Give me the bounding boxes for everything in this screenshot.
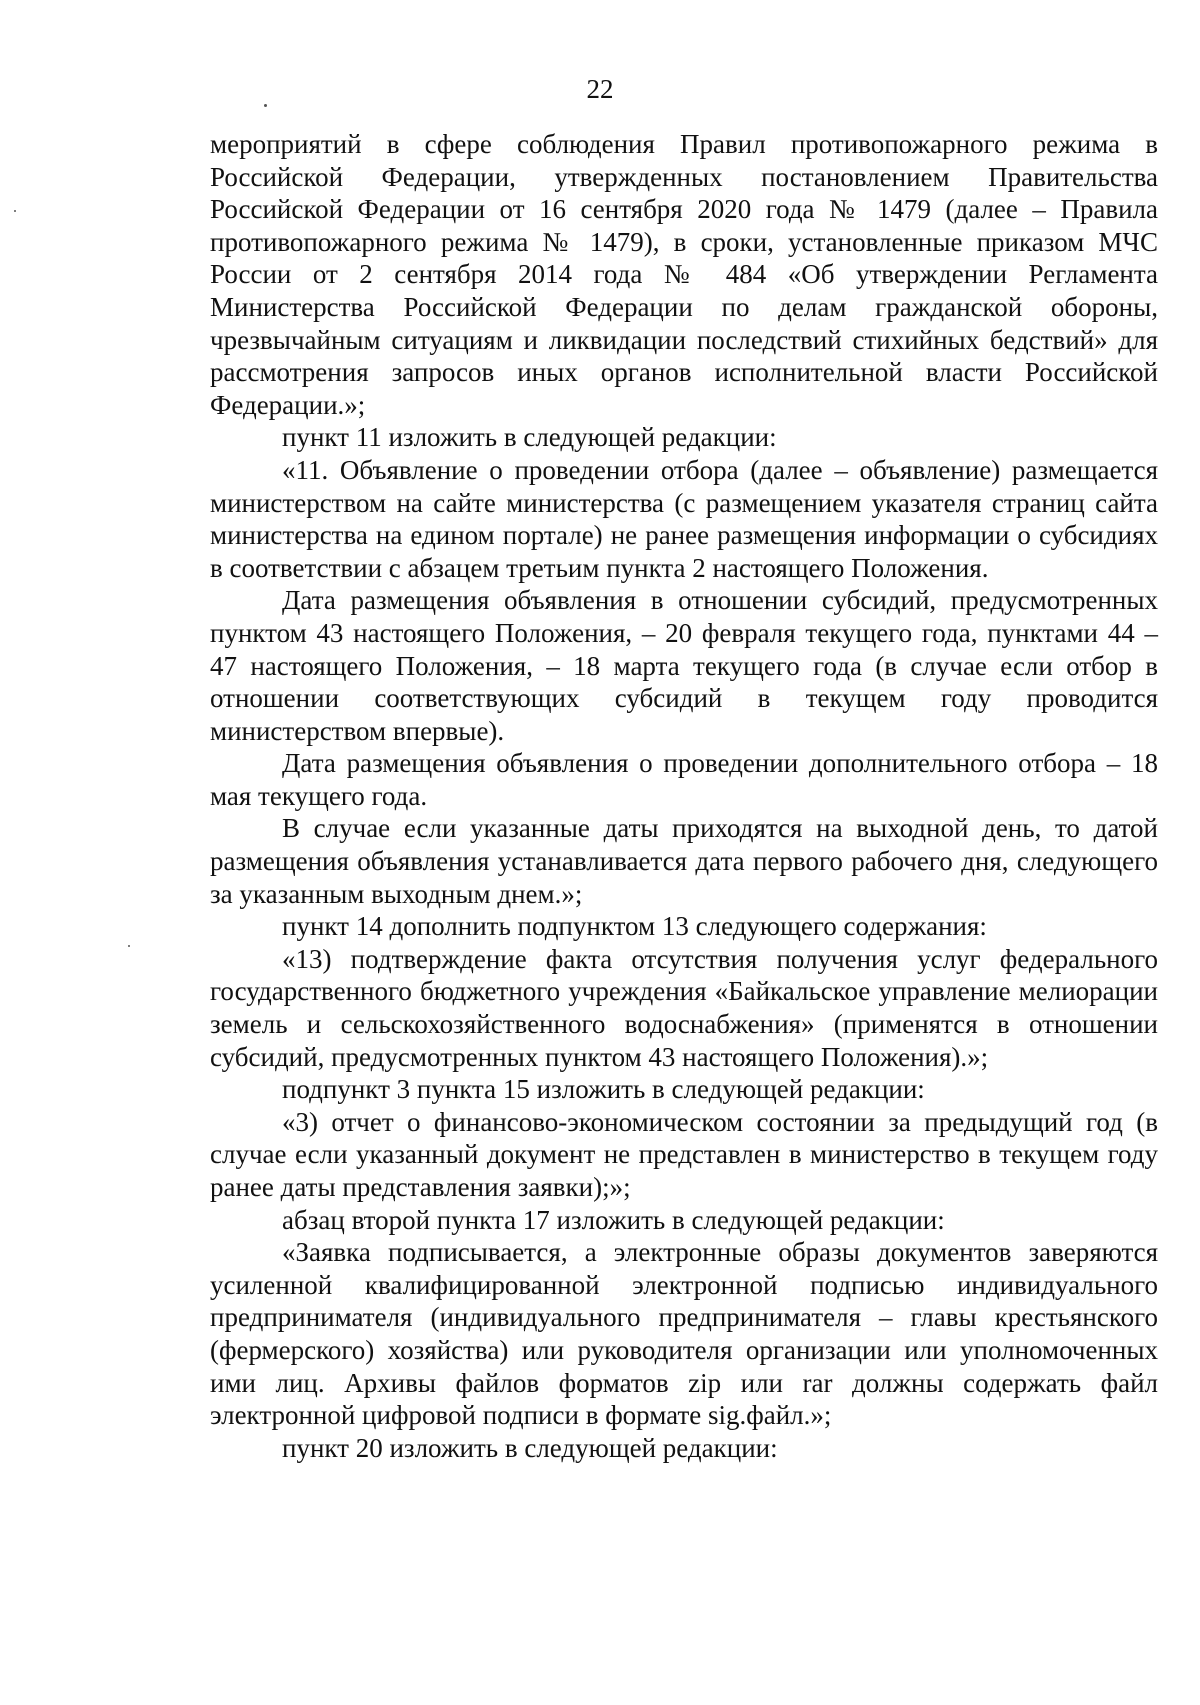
paragraph: «11. Объявление о проведении отбора (далее – объявление) размещается министерством на сайте министерства (с размещением указателя страниц сайта министерства на едином портале) не ранее размещения информации о субсидиях в соответствии с абзацем третьим пункта 2 настоящего Положения. [210,454,1158,583]
scan-speck [128,945,130,947]
paragraph: В случае если указанные даты приходятся на выходной день, то датой размещения объявления устанавливается дата первого рабочего дня, следующего за указанным выходным днем.»; [210,813,1158,909]
paragraph-instruction: подпункт 3 пункта 15 изложить в следующей редакции: [282,1074,925,1105]
scan-speck [14,210,16,212]
paragraph: Дата размещения объявления о проведении дополнительного отбора – 18 мая текущего года. [210,748,1158,811]
paragraph: «13) подтверждение факта отсутствия получения услуг федерального государственного бюджетного учреждения «Байкальское управление мелиорации земель и сельскохозяйственного водоснабжения» (применятся в отношении субсидий, предусмотренных пунктом 43 настоящего Положения).»; [210,943,1158,1072]
document-body [210,128,1158,1464]
paragraph: Дата размещения объявления в отношении субсидий, предусмотренных пунктом 43 настоящего Положения, – 20 февраля текущего года, пунктами 44 – 47 настоящего Положения, – 18 марта текущего года (в случае если отбор в отношении соответствующих субсидий в текущем году проводится министерством впервые). [210,585,1158,746]
paragraph: «3) отчет о финансово-экономическом состоянии за предыдущий год (в случае если указанный документ не представлен в министерство в текущем году ранее даты представления заявки);»; [210,1106,1158,1202]
paragraph-instruction: абзац второй пункта 17 изложить в следующей редакции: [282,1204,945,1235]
paragraph-instruction: пункт 11 изложить в следующей редакции: [282,422,777,453]
paragraph-instruction: пункт 14 дополнить подпунктом 13 следующего содержания: [282,911,987,942]
scan-speck [264,104,267,107]
paragraph: «Заявка подписывается, а электронные образы документов заверяются усиленной квалифицированной электронной подписью индивидуального предпринимателя (индивидуального предпринимателя – главы крестьянского (фермерского) хозяйства) или руководителя организации или уполномоченных ими лиц. Архивы файлов форматов zip или rar должны содержать файл электронной цифровой подписи в формате sig.файл.»; [210,1237,1158,1431]
paragraph-instruction: пункт 20 изложить в следующей редакции: [282,1432,778,1463]
paragraph-continuation: мероприятий в сфере соблюдения Правил противопожарного режима в Российской Федерации, утвержденных постановлением Правительства Российской Федерации от 16 сентября 2020 года № 1479 (далее – Правила противопожарного режима № 1479), в сроки, установленные приказом МЧС России от 2 сентября 2014 года № 484 «Об утверждении Регламента Министерства Российской Федерации по делам гражданской обороны, чрезвычайным ситуациям и ликвидации последствий стихийных бедствий» для рассмотрения запросов иных органов исполнительной власти Российской Федерации.»; [210,129,1158,420]
page-number: 22 [586,74,614,104]
